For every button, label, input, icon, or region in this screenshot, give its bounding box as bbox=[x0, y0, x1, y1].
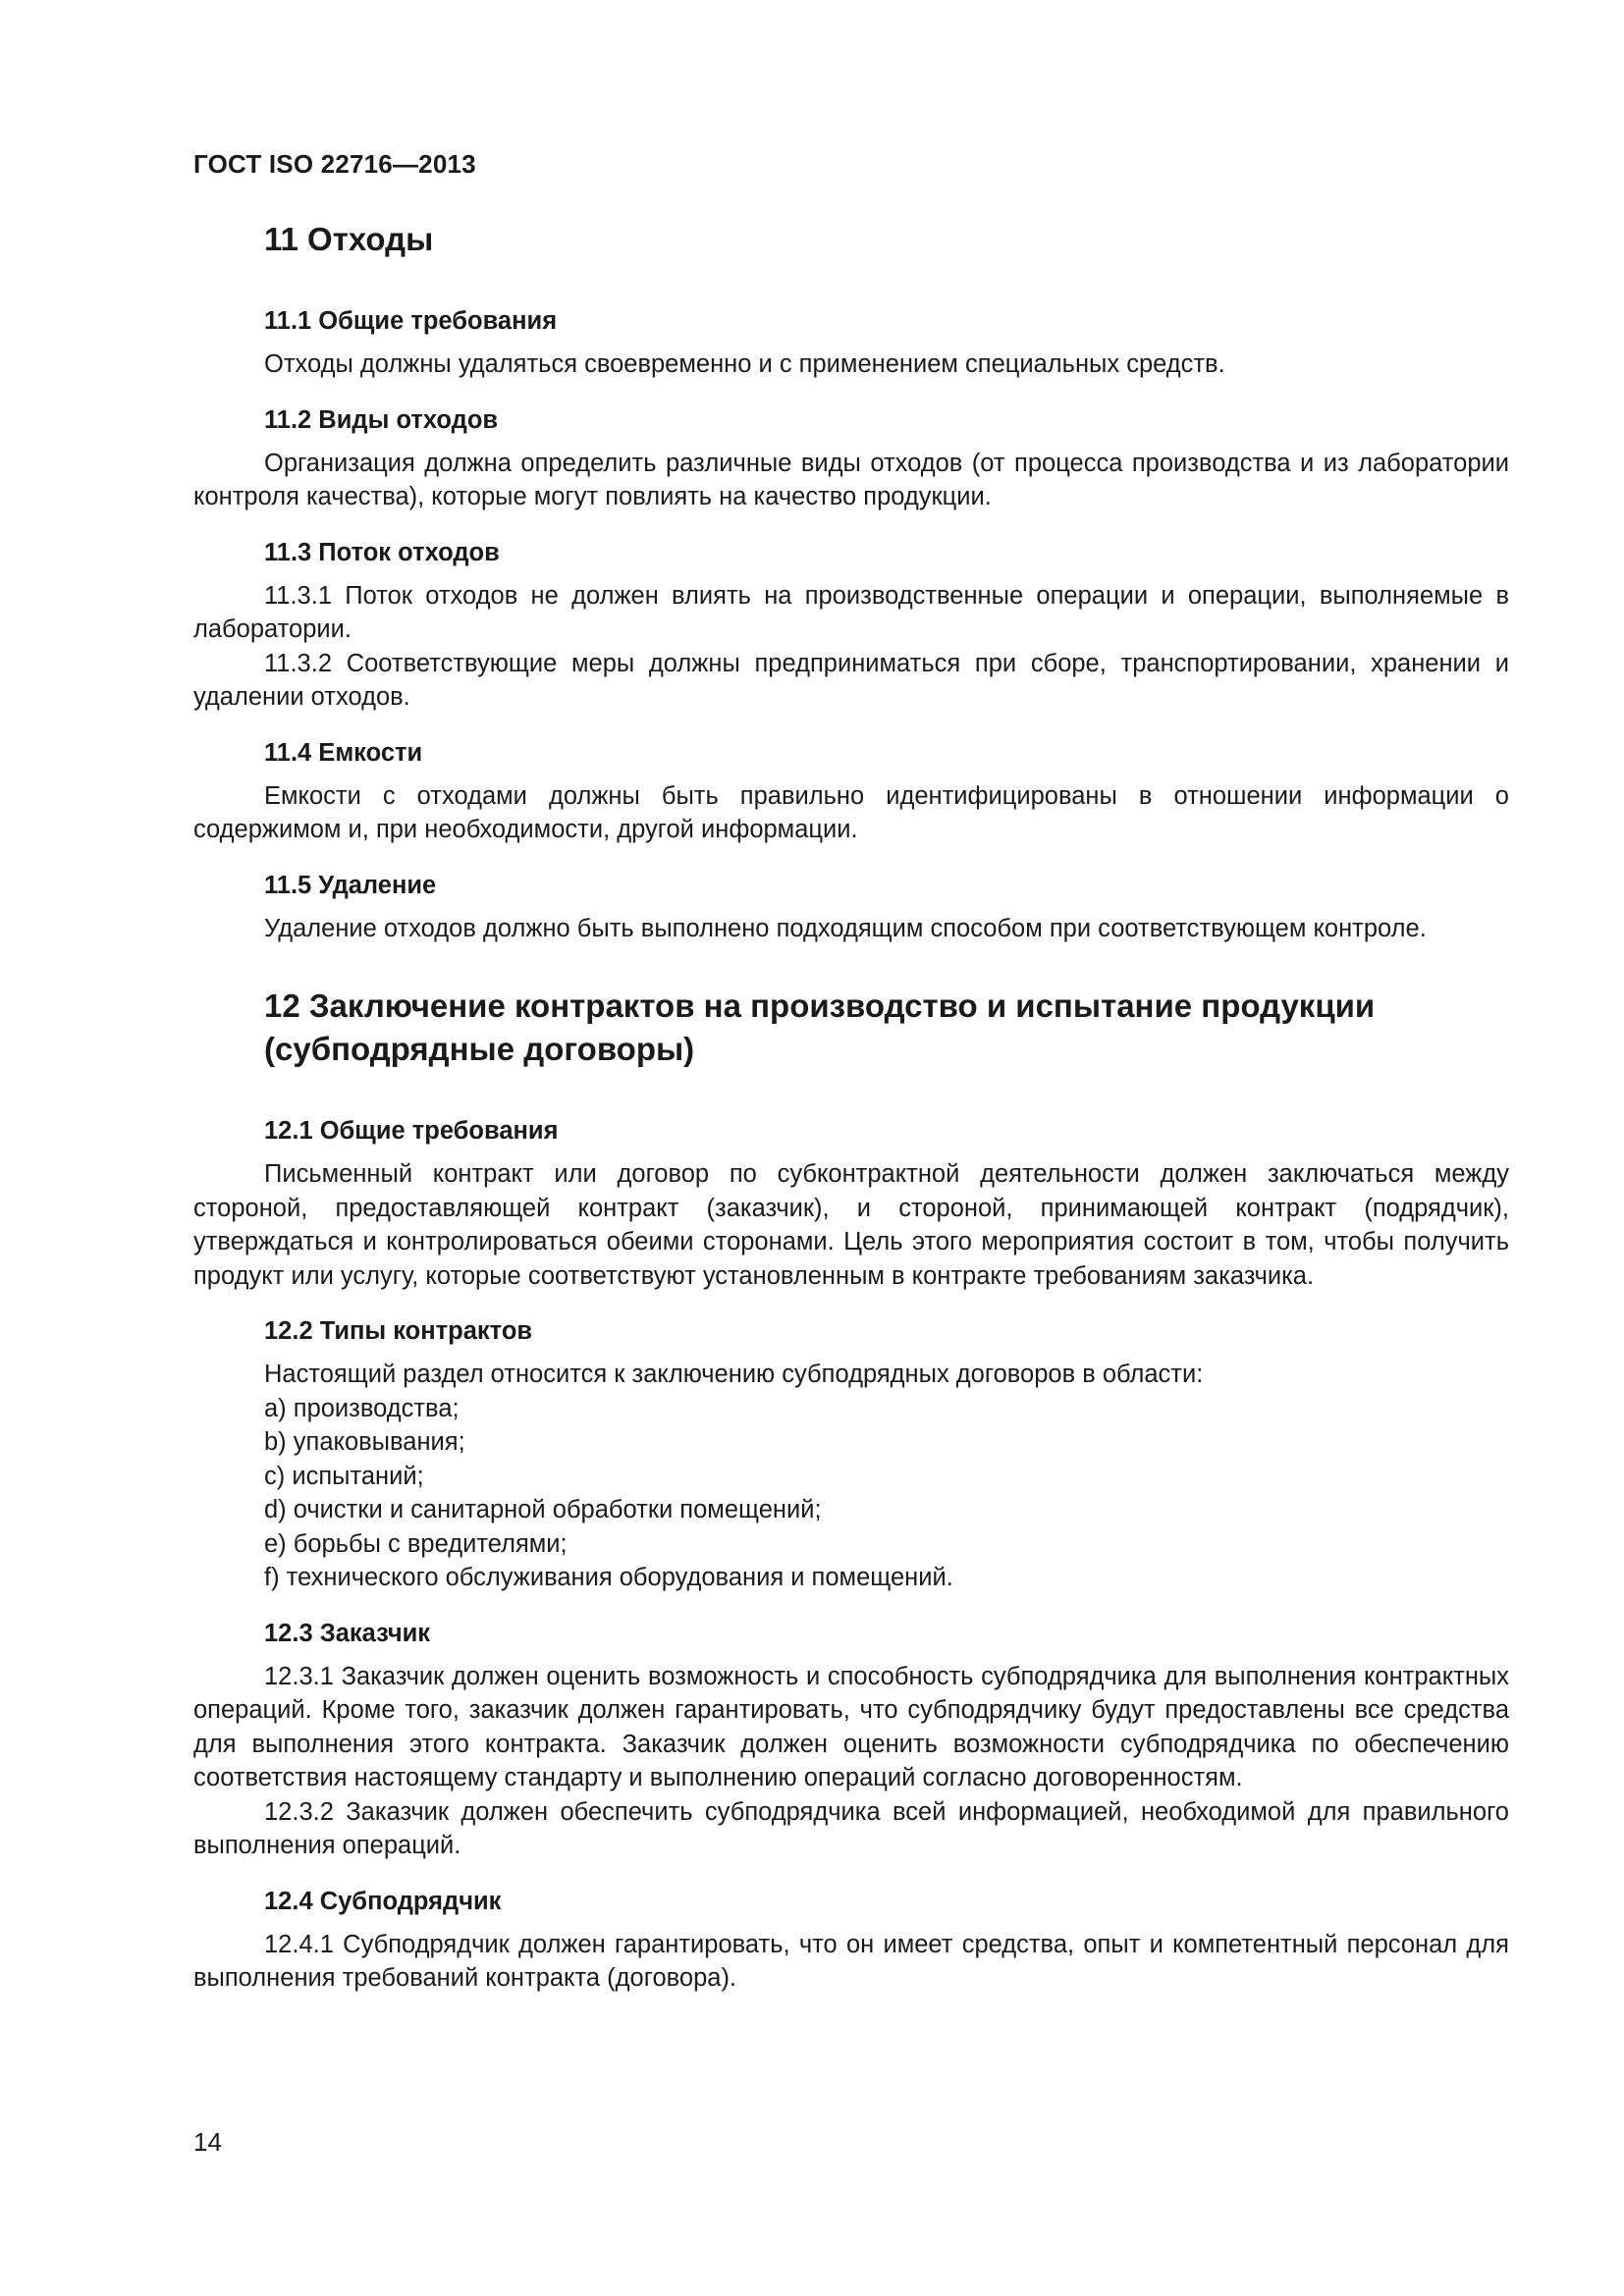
paragraph-11-3-1: 11.3.1 Поток отходов не должен влиять на производственные операции и операции, выполняемые в лаборатории. bbox=[193, 581, 1509, 643]
list-item: f) технического обслуживания оборудования и помещений. bbox=[264, 1564, 953, 1591]
section-12-title bbox=[264, 985, 1509, 1071]
subsection-11-4 bbox=[193, 736, 1509, 847]
subsection-11-4-heading: 11.4 Емкости bbox=[264, 738, 423, 767]
subsection-12-4-heading: 12.4 Субподрядчик bbox=[264, 1887, 502, 1915]
subsection-11-4-text: Емкости с отходами должны быть правильно идентифицированы в отношении информации о содержимом и, при необходимости, другой информации. bbox=[193, 781, 1509, 843]
subsection-12-4 bbox=[193, 1885, 1509, 1996]
paragraph-12-4-1: 12.4.1 Субподрядчик должен гарантировать, что он имеет средства, опыт и компетентный персонал для выполнения требований контракта (договора). bbox=[193, 1930, 1509, 1992]
subsection-11-1-text: Отходы должны удаляться своевременно и с применением специальных средств. bbox=[264, 350, 1225, 378]
subsection-12-1 bbox=[193, 1114, 1509, 1293]
list-item: e) борьбы с вредителями; bbox=[264, 1529, 568, 1558]
paragraph-11-3-2: 11.3.2 Соответствующие меры должны предприниматься при сборе, транспортировании, хранении и удалении отходов. bbox=[193, 649, 1509, 711]
paragraph-12-3-2: 12.3.2 Заказчик должен обеспечить субподрядчика всей информацией, необходимой для правильного выполнения операций. bbox=[193, 1797, 1509, 1859]
subsection-12-1-heading: 12.1 Общие требования bbox=[264, 1117, 559, 1145]
page-content bbox=[193, 218, 1509, 2017]
subsection-12-2 bbox=[193, 1314, 1509, 1595]
subsection-11-3-heading: 11.3 Поток отходов bbox=[264, 538, 500, 566]
page-number: 14 bbox=[193, 2127, 222, 2157]
document-code-header: ГОСТ ISO 22716—2013 bbox=[193, 149, 476, 179]
list-item: a) производства; bbox=[264, 1394, 460, 1422]
list-item: c) испытаний; bbox=[264, 1462, 424, 1490]
subsection-11-1-heading: 11.1 Общие требования bbox=[264, 307, 558, 335]
section-12-title-line2: (субподрядные договоры) bbox=[264, 1031, 695, 1067]
subsection-11-5-text: Удаление отходов должно быть выполнено подходящим способом при соответствующем контроле. bbox=[264, 914, 1427, 942]
subsection-11-5 bbox=[193, 869, 1509, 946]
subsection-12-3-heading: 12.3 Заказчик bbox=[264, 1619, 431, 1647]
section-11-title: 11 Отходы bbox=[264, 221, 434, 257]
subsection-11-2-heading: 11.2 Виды отходов bbox=[264, 405, 499, 434]
section-12-title-line1: 12 Заключение контрактов на производство и испытание продукции bbox=[264, 988, 1376, 1024]
list-item: b) упаковывания; bbox=[264, 1428, 465, 1456]
subsection-12-2-intro: Настоящий раздел относится к заключению субподрядных договоров в области: bbox=[264, 1361, 1204, 1388]
paragraph-12-3-1: 12.3.1 Заказчик должен оценить возможность и способность субподрядчика для выполнения контрактных операций. Кроме того, заказчик должен гарантировать, что субподрядчику будут предоставлены все средства для выполнения этого контракта. Заказчик должен оценить возможности субподрядчика по обеспечению соответствия настоящему стандарту и выполнению операций согласно договоренностям. bbox=[193, 1662, 1509, 1791]
subsection-11-2-text: Организация должна определить различные виды отходов (от процесса производства и из лаборатории контроля качества), которые могут повлиять на качество продукции. bbox=[193, 449, 1509, 510]
subsection-11-2 bbox=[193, 403, 1509, 514]
subsection-12-1-text: Письменный контракт или договор по субконтрактной деятельности должен заключаться между стороной, предоставляющей контракт (заказчик), и стороной, принимающей контракт (подрядчик), утверждаться и контролироваться обеими сторонами. Цель этого мероприятия состоит в том, чтобы получить продукт или услугу, которые соответствуют установленным в контракте требованиям заказчика. bbox=[193, 1160, 1509, 1290]
subsection-12-3 bbox=[193, 1617, 1509, 1863]
subsection-11-1 bbox=[193, 304, 1509, 382]
subsection-11-5-heading: 11.5 Удаление bbox=[264, 871, 437, 899]
subsection-11-3 bbox=[193, 536, 1509, 715]
subsection-12-2-heading: 12.2 Типы контрактов bbox=[264, 1317, 533, 1345]
list-item: d) очистки и санитарной обработки помещений; bbox=[264, 1496, 822, 1523]
